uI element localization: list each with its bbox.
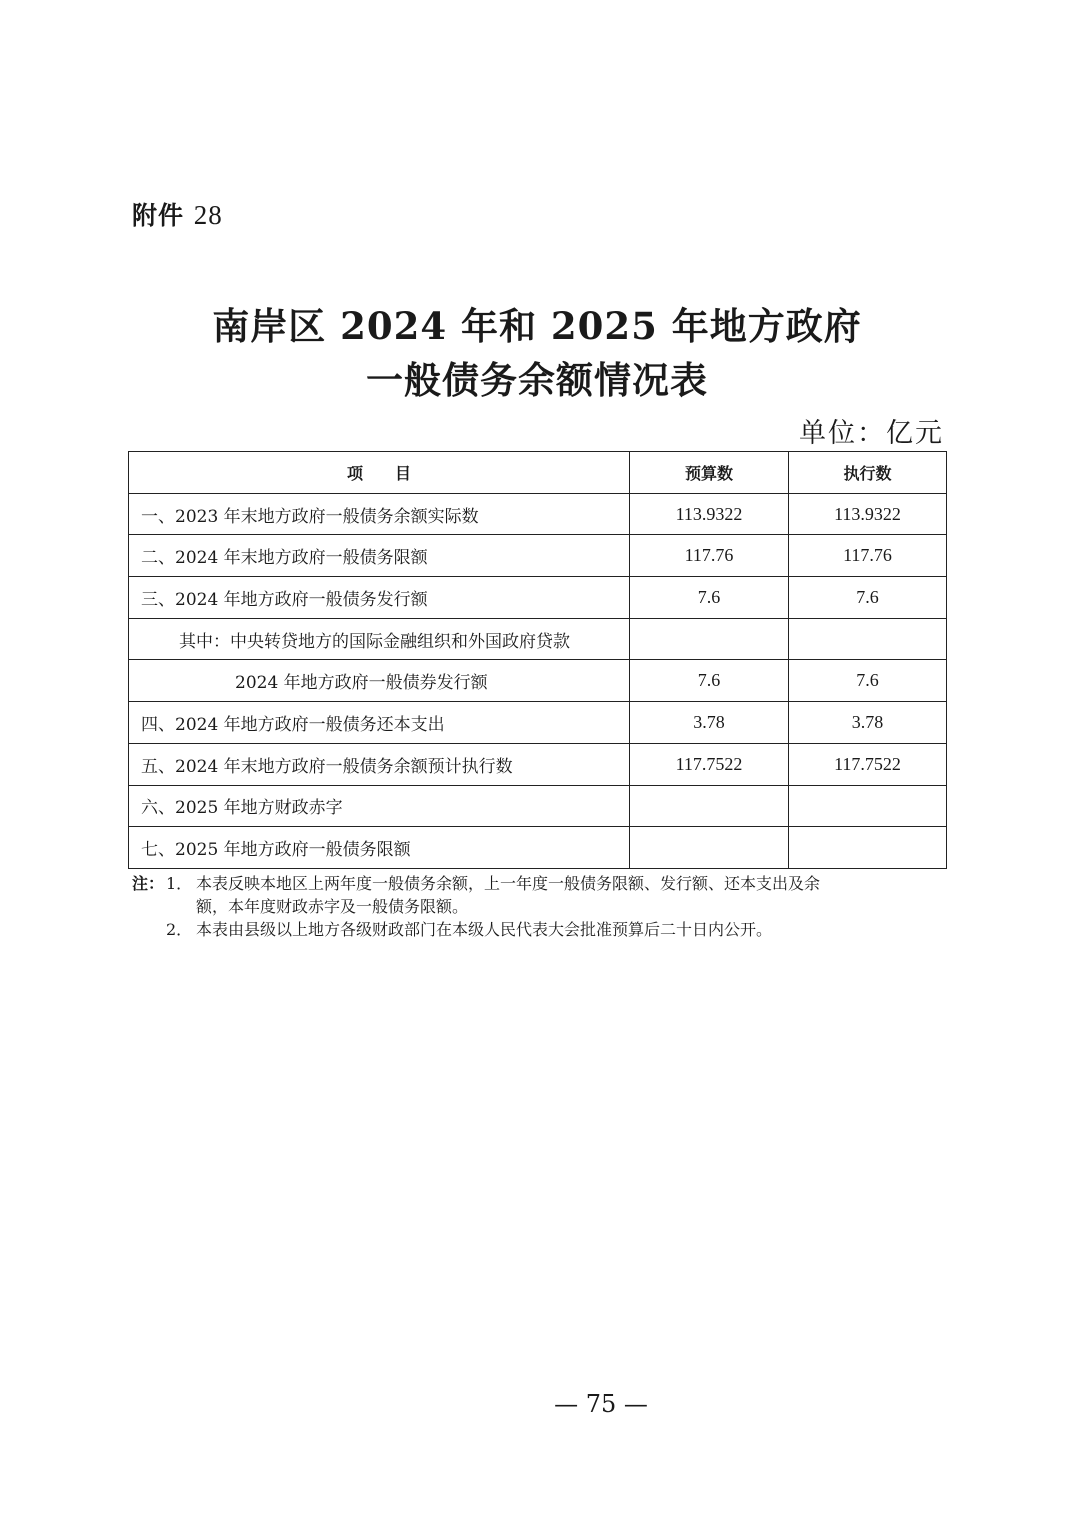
row-budget [630,827,789,869]
table-row [129,785,947,827]
row-execution: 117.7522 [789,743,947,785]
title-line-1: 南岸区 2024 年和 2025 年地方政府 [212,304,862,348]
note-1-continuation [132,895,946,918]
table-row [129,660,947,702]
header-item: 项 目 [129,452,630,494]
row-budget [630,785,789,827]
note-text: 本表由县级以上地方各级财政部门在本级人民代表大会批准预算后二十日内公开。 [196,920,773,939]
row-budget: 7.6 [630,577,789,619]
row-budget [630,618,789,660]
header-budget: 预算数 [630,452,789,494]
note-text: 本表反映本地区上两年度一般债务余额，上一年度一般债务限额、发行额、还本支出及余 [196,874,821,893]
note-number: 2． [166,920,193,939]
row-item: 五、2024 年末地方政府一般债务余额预计执行数 [129,743,630,785]
header-execution: 执行数 [789,452,947,494]
table-row [129,743,947,785]
row-execution: 117.76 [789,535,947,577]
row-execution [789,827,947,869]
attachment-label-text: 附件 [132,201,185,230]
row-item: 一、2023 年末地方政府一般债务余额实际数 [129,493,630,535]
row-budget: 113.9322 [630,493,789,535]
row-budget: 117.76 [630,535,789,577]
row-item: 2024 年地方政府一般债券发行额 [129,660,630,702]
table-row [129,827,947,869]
page-number: — 75 — [554,1390,648,1418]
row-item: 四、2024 年地方政府一般债务还本支出 [129,702,630,744]
attachment-number: 28 [193,200,223,230]
note-1 [132,872,946,895]
row-budget: 117.7522 [630,743,789,785]
row-execution: 3.78 [789,702,947,744]
row-execution [789,785,947,827]
row-item: 三、2024 年地方政府一般债务发行额 [129,577,630,619]
attachment-label [132,196,223,232]
row-execution [789,618,947,660]
table-row [129,493,947,535]
row-execution: 7.6 [789,577,947,619]
row-execution: 7.6 [789,660,947,702]
notes-section [132,872,946,941]
table-row [129,535,947,577]
table-row [129,577,947,619]
row-budget: 3.78 [630,702,789,744]
table-row [129,702,947,744]
table-row [129,618,947,660]
table-header-row [129,452,947,494]
row-item: 其中：中央转贷地方的国际金融组织和外国政府贷款 [129,618,630,660]
row-budget: 7.6 [630,660,789,702]
notes-label: 注： [132,874,165,893]
note-text: 额，本年度财政赤字及一般债务限额。 [196,897,469,916]
note-number: 1． [166,874,193,893]
debt-table [128,451,947,869]
row-item: 二、2024 年末地方政府一般债务限额 [129,535,630,577]
title-line-2: 一般债务余额情况表 [366,358,708,402]
row-item: 六、2025 年地方财政赤字 [129,785,630,827]
unit-label: 单位：亿元 [799,418,944,449]
row-execution: 113.9322 [789,493,947,535]
note-2 [132,918,946,941]
row-item: 七、2025 年地方政府一般债务限额 [129,827,630,869]
